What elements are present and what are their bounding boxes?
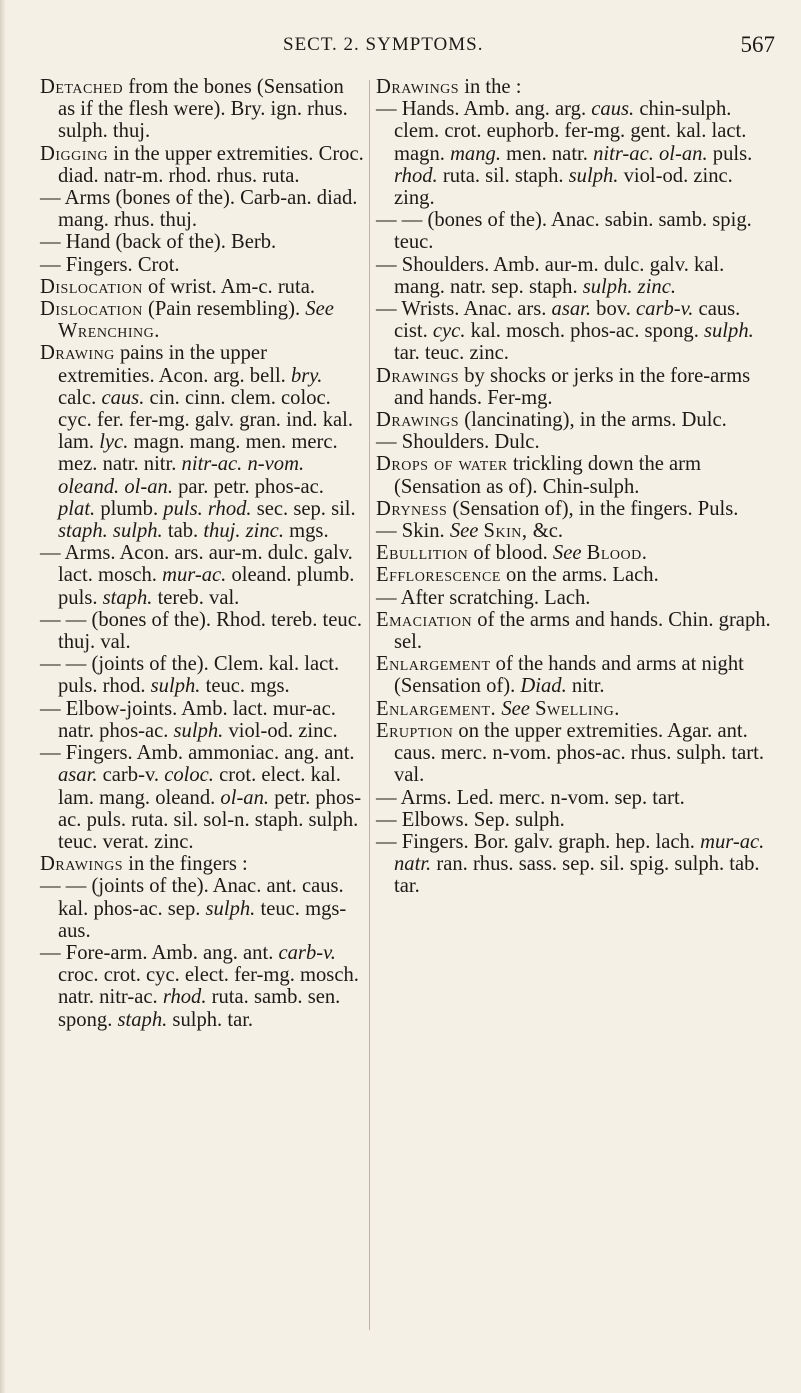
entry-text: crot. elect. kal. lam. mang. oleand. [58,764,341,809]
entry-text: viol-od. zinc. zing. [394,164,733,210]
index-entry [376,254,774,298]
entry-italic-text: plat. [58,497,96,520]
index-entry [40,698,364,742]
entry-text: ruta. sil. staph. [437,164,569,187]
entry-italic-text: carb-v. [278,941,336,964]
index-entry [40,653,364,697]
entry-text: sec. sep. sil. [251,497,356,520]
index-entry [376,542,774,564]
entry-text: — — (joints of the). Clem. kal. lact. puls. rhod. [40,653,340,698]
running-head: SECT. 2. SYMPTOMS. [283,34,484,55]
entry-text: of the arms and hands. Chin. graph. sel. [394,608,771,654]
entry-text: viol-od. zinc. [223,719,338,742]
entry-text: on the arms. Lach. [500,564,659,587]
index-entry [376,453,774,497]
entry-text: — Skin. [376,520,450,543]
entry-headword: Efflorescence [376,564,501,587]
entry-italic-text: sulph. zinc. [582,275,676,298]
entry-text: — After scratching. Lach. [376,586,591,609]
entry-text: bov. [591,298,637,321]
entry-text: petr. phos-ac. puls. ruta. sil. sol-n. staph. sulph. teuc. verat. zinc. [58,786,362,853]
index-entry [376,698,774,720]
column-divider [369,80,370,1330]
entry-italic-text: staph. [102,586,153,609]
entry-text: teuc. mgs. [200,675,290,698]
entry-text: — Fingers. Amb. ammoniac. ang. ant. [40,742,355,765]
entry-italic-text: asar. [58,764,98,787]
entry-text: nitr. [566,675,605,698]
entry-text: (lancinating), in the arms. Dulc. [459,409,727,432]
index-entry [376,653,774,697]
entry-italic-text: caus. [101,386,145,409]
entry-italic-text: mang. [450,142,501,165]
index-entry [376,431,774,453]
entry-text: — Elbows. Sep. sulph. [376,808,565,831]
index-entry [376,831,774,898]
entry-text: — Shoulders. Dulc. [376,431,540,454]
index-entry [376,76,774,98]
index-entry [376,609,774,653]
index-entry [376,520,774,542]
entry-text: (Pain resembling). [142,298,306,321]
entry-headword: Enlargement [376,653,491,676]
entry-text: tereb. val. [152,586,240,609]
entry-headword: Skin, [483,520,528,543]
entry-text: — Arms. Led. merc. n-vom. sep. tart. [376,786,685,809]
entry-headword: Swelling. [535,697,620,720]
index-entry [40,231,364,253]
entry-headword: Blood. [586,542,648,565]
entry-text: — Shoulders. Amb. aur-m. dulc. galv. kal. mang. natr. sep. staph. [376,253,725,298]
entry-italic-text: sulph. [704,320,754,343]
entry-text: in the fingers : [123,853,248,876]
entry-headword: Wrenching. [58,320,160,343]
entry-text: men. natr. [500,142,594,165]
entry-text: chin-sulph. clem. crot. euphorb. fer-mg. gent. kal. lact. magn. [394,98,747,165]
index-entry [376,409,774,431]
index-entry [376,365,774,409]
entry-text: caus. cist. [394,298,741,343]
entry-headword: Dislocation [40,298,143,321]
entry-italic-text: cyc. [432,320,466,343]
entry-italic-text: rhod. [162,986,207,1009]
entry-text: — Arms. Acon. ars. aur-m. dulc. galv. lact. mosch. [40,542,353,587]
entry-italic-text: nitr-ac. n-vom. oleand. ol-an. [58,453,305,498]
entry-italic-text: thuj. zinc. [203,520,284,543]
index-entry [40,276,364,298]
index-entry [40,853,364,875]
entry-italic-text: nitr-ac. ol-an. [593,142,708,165]
entry-italic-text: See [449,520,479,543]
entry-italic-text: bry. [290,364,323,387]
entry-text: (Sensation of), in the fingers. Puls. [447,497,739,520]
entry-text: tab. [162,520,204,543]
entry-text: oleand. plumb. puls. [58,564,355,609]
entry-headword: Dryness [376,497,448,520]
entry-italic-text: sulph. [568,164,619,187]
entry-text: — Hand (back of the). Berb. [40,231,277,254]
entry-text: teuc. mgs-aus. [58,897,347,942]
entry-text: pains in the upper extremities. Acon. arg. bell. [58,342,291,387]
entry-text: of the hands and arms at night (Sensation of). [394,653,744,698]
index-entry [376,720,774,787]
entry-text: — Elbow-joints. Amb. lact. mur-ac. natr. phos-ac. [40,697,336,742]
entry-text: mgs. [283,520,329,543]
entry-headword: Drawing [40,342,115,365]
entry-headword: Digging [40,142,109,165]
entry-italic-text: puls. rhod. [163,497,252,520]
entry-text: puls. [707,142,753,165]
index-entry [40,143,364,187]
entry-text: — — (bones of the). Rhod. tereb. teuc. thuj. val. [40,608,362,654]
entry-text: sulph. tar. [167,1008,254,1031]
entry-text: in the : [459,76,522,98]
entry-text: ruta. samb. sen. spong. [58,986,341,1031]
entry-italic-text: carb-v. [636,298,694,321]
entry-headword: Enlargement. [376,697,497,720]
index-entry [40,254,364,276]
entry-italic-text: asar. [551,298,592,321]
index-entry [40,187,364,231]
entry-text: croc. crot. cyc. elect. fer-mg. mosch. natr. nitr-ac. [58,964,359,1009]
entry-italic-text: lyc. [99,431,129,454]
page-header [0,26,801,66]
entry-text: calc. [58,386,102,409]
index-entry [376,298,774,365]
entry-text: — — (bones of the). Anac. sabin. samb. spig. teuc. [376,209,752,254]
index-entry [40,942,364,1031]
entry-text: in the upper extremities. Croc. diad. natr-m. rhod. rhus. ruta. [58,142,364,187]
entry-headword: Detached [40,76,124,98]
entry-text: from the bones (Sensation as if the flesh were). Bry. ign. rhus. sulph. thuj. [58,76,348,143]
entry-text: cin. cinn. clem. coloc. cyc. fer. fer-mg. galv. gran. ind. kal. lam. [58,386,354,454]
page-edge-shadow [0,0,6,1393]
entry-text: par. petr. phos-ac. [172,475,324,498]
entry-italic-text: sulph. [205,897,256,920]
entry-headword: Dislocation [40,275,143,298]
entry-headword: Emaciation [376,608,473,631]
entry-text: of wrist. Am-c. ruta. [142,275,315,298]
index-entry [376,587,774,609]
entry-text: — Fingers. Crot. [40,253,180,276]
entry-italic-text: See [552,542,582,565]
right-column [376,76,774,898]
entry-text: — Hands. Amb. ang. arg. [376,98,592,121]
entry-headword: Drops of water [376,453,508,476]
entry-italic-text: caus. [591,98,635,121]
entry-italic-text: staph. [117,1008,168,1031]
entry-italic-text: See [501,697,530,720]
index-entry [376,787,774,809]
entry-text: — Fingers. Bor. galv. graph. hep. lach. [376,830,701,853]
entry-text: &c. [527,520,564,543]
entry-headword: Drawings [376,409,460,432]
index-entry [40,875,364,942]
entry-headword: Drawings [40,853,124,876]
entry-headword: Drawings [376,364,460,387]
entry-italic-text: sulph. [173,719,224,742]
entry-text: carb-v. [97,764,165,787]
left-column [40,76,364,1031]
index-entry [40,542,364,609]
entry-text: by shocks or jerks in the fore-arms and hands. Fer-mg. [394,364,751,409]
entry-text: kal. mosch. phos-ac. spong. [465,320,704,343]
entry-text: — — (joints of the). Anac. ant. caus. kal. phos-ac. sep. [40,875,344,920]
entry-text: ran. rhus. sass. sep. sil. spig. sulph. tab. tar. [394,853,760,898]
entry-headword: Eruption [376,719,454,742]
index-entry [376,209,774,253]
index-entry [40,298,364,342]
index-entry [40,342,364,542]
entry-text: trickling down the arm (Sensation as of). Chin-sulph. [394,453,702,498]
entry-text: tar. teuc. zinc. [394,342,509,365]
entry-italic-text: rhod. [394,164,438,187]
entry-headword: Drawings [376,76,460,98]
entry-italic-text: coloc. [164,764,214,787]
index-entry [376,498,774,520]
entry-italic-text: ol-an. [220,786,270,809]
page-number: 567 [740,32,775,57]
entry-text: — Wrists. Anac. ars. [376,298,552,321]
entry-headword: Ebullition [376,542,469,565]
entry-italic-text: See [305,298,334,321]
entry-text: — Arms (bones of the). Carb-an. diad. mang. rhus. thuj. [40,187,358,232]
index-entry [40,742,364,853]
entry-italic-text: sulph. [150,675,201,698]
index-entry [376,809,774,831]
entry-text: of blood. [468,542,553,565]
entry-italic-text: Diad. [520,675,567,698]
index-entry [376,564,774,586]
entry-italic-text: mur-ac. [162,564,227,587]
index-entry [376,98,774,209]
entry-text: on the upper extremities. Agar. ant. caus. merc. n-vom. phos-ac. rhus. sulph. tart. val. [394,719,765,787]
index-entry [40,76,364,143]
entry-italic-text: mur-ac. natr. [394,830,765,876]
entry-italic-text: staph. sulph. [58,520,163,543]
entry-text: plumb. [95,497,164,520]
entry-text: magn. mang. men. merc. mez. natr. nitr. [58,431,338,476]
entry-text: — Fore-arm. Amb. ang. ant. [40,941,279,964]
index-entry [40,609,364,653]
